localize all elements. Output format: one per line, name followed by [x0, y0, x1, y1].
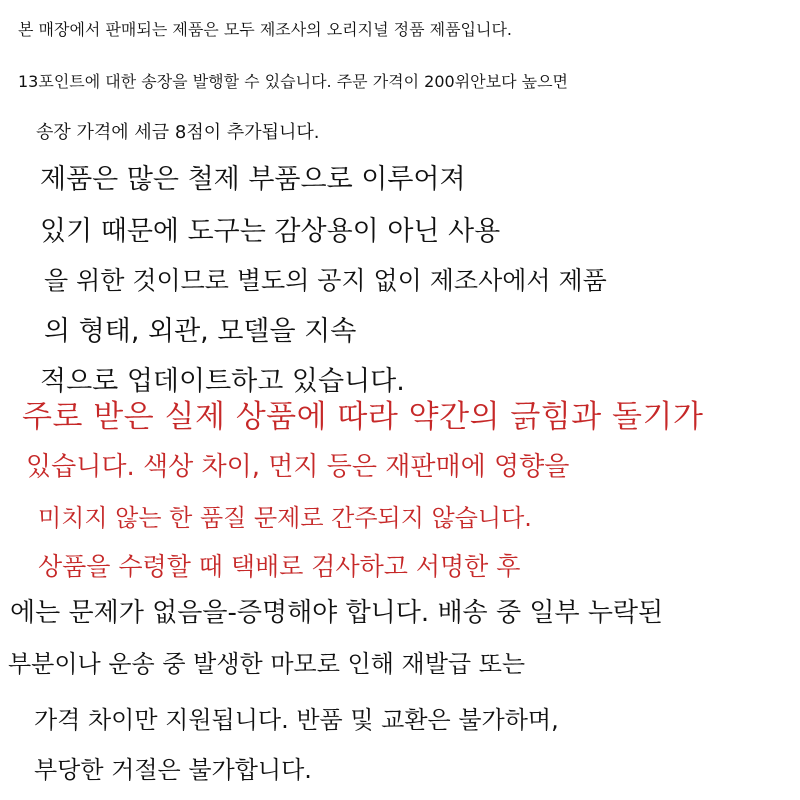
notice-line-continuous: 적으로 업데이트하고 있습니다.	[40, 366, 405, 397]
notice-line-color-dust: 있습니다. 색상 차이, 먼지 등은 재판매에 영향을	[26, 452, 570, 482]
notice-line-refund: 가격 차이만 지원됩니다. 반품 및 교환은 불가하며,	[34, 706, 559, 734]
notice-line-usage: 있기 때문에 도구는 감상용이 아닌 사용	[40, 216, 501, 247]
notice-line-tax: 송장 가격에 세금 8점이 추가됩니다.	[36, 122, 320, 143]
notice-line-invoice: 13포인트에 대한 송장을 발행할 수 있습니다. 주문 가격이 200위안보다 높으면	[18, 72, 568, 91]
notice-line-parts: 제품은 많은 철제 부품으로 이루어져	[40, 164, 466, 195]
notice-line-refusal: 부당한 거절은 불가합니다.	[34, 756, 312, 784]
notice-line-model: 의 형태, 외관, 모델을 지속	[44, 316, 357, 347]
notice-line-scratches: 주로 받은 실제 상품에 따라 약간의 긁힘과 돌기가	[22, 399, 704, 435]
notice-line-updates: 을 위한 것이므로 별도의 공지 없이 제조사에서 제품	[44, 266, 607, 295]
notice-line-authenticity: 본 매장에서 판매되는 제품은 모두 제조사의 오리지널 정품 제품입니다.	[18, 20, 512, 39]
notice-line-inspection: 상품을 수령할 때 택배로 검사하고 서명한 후	[38, 552, 521, 581]
notice-line-quality: 미치지 않는 한 품질 문제로 간주되지 않습니다.	[38, 504, 532, 532]
notice-line-reissue: 부분이나 운송 중 발생한 마모로 인해 재발급 또는	[8, 650, 526, 678]
notice-line-proof: 에는 문제가 없음을-증명해야 합니다. 배송 중 일부 누락된	[10, 598, 664, 628]
